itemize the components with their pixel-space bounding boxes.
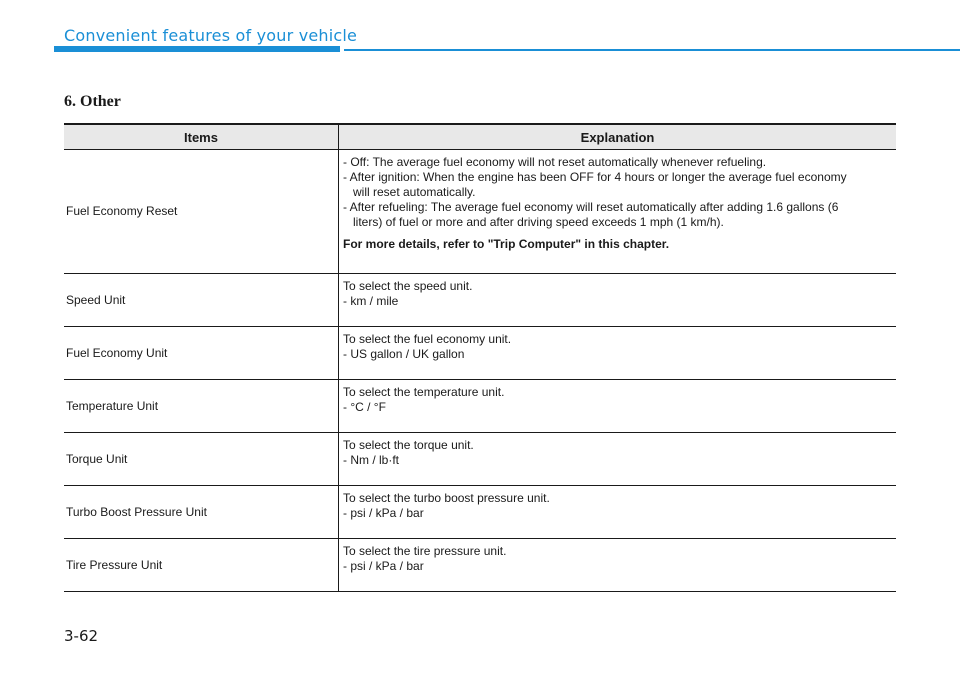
section-title: 6. Other (64, 93, 121, 110)
explanation-line: - Nm / lb·ft (343, 453, 399, 467)
explanation-line: will reset automatically. (353, 185, 476, 199)
explanation-line: To select the turbo boost pressure unit. (343, 491, 550, 505)
page-number: 3-62 (64, 627, 99, 645)
explanation-cell (339, 274, 897, 327)
explanation-cell (339, 150, 897, 274)
item-cell: Torque Unit (64, 433, 339, 486)
header-accent-bar (54, 46, 340, 52)
explanation-line: - km / mile (343, 294, 399, 308)
table-row (64, 327, 896, 380)
settings-table (64, 123, 896, 592)
explanation-line: - After ignition: When the engine has been OFF for 4 hours or longer the average fuel economy (343, 170, 847, 184)
item-cell: Temperature Unit (64, 380, 339, 433)
item-cell: Turbo Boost Pressure Unit (64, 486, 339, 539)
explanation-line: To select the speed unit. (343, 279, 473, 293)
column-header-items: Items (64, 124, 339, 150)
explanation-line: - Off: The average fuel economy will not reset automatically whenever refueling. (343, 155, 767, 169)
explanation-line: - After refueling: The average fuel economy will reset automatically after adding 1.6 gallons (6 (343, 200, 839, 214)
item-cell: Fuel Economy Reset (64, 150, 339, 274)
item-cell: Tire Pressure Unit (64, 539, 339, 592)
explanation-line: - °C / °F (343, 400, 386, 414)
explanation-cell (339, 486, 897, 539)
explanation-line: - psi / kPa / bar (343, 559, 424, 573)
explanation-line: To select the fuel economy unit. (343, 332, 512, 346)
explanation-note: For more details, refer to "Trip Computer" in this chapter. (343, 237, 670, 251)
table-row (64, 274, 896, 327)
item-cell: Speed Unit (64, 274, 339, 327)
table-row (64, 486, 896, 539)
explanation-cell (339, 380, 897, 433)
explanation-line: To select the temperature unit. (343, 385, 505, 399)
explanation-cell (339, 433, 897, 486)
explanation-line: liters) of fuel or more and after driving speed exceeds 1 mph (1 km/h). (353, 215, 724, 229)
column-header-explanation: Explanation (339, 124, 897, 150)
table-row (64, 380, 896, 433)
table-row (64, 433, 896, 486)
explanation-cell (339, 327, 897, 380)
explanation-line: To select the torque unit. (343, 438, 474, 452)
explanation-line: - US gallon / UK gallon (343, 347, 465, 361)
explanation-line: - psi / kPa / bar (343, 506, 424, 520)
explanation-cell (339, 539, 897, 592)
table-row (64, 150, 896, 274)
table-header-row (64, 124, 896, 150)
explanation-line: To select the tire pressure unit. (343, 544, 507, 558)
item-cell: Fuel Economy Unit (64, 327, 339, 380)
table-row (64, 539, 896, 592)
header-rule (344, 49, 960, 51)
chapter-header-title: Convenient features of your vehicle (64, 26, 358, 45)
